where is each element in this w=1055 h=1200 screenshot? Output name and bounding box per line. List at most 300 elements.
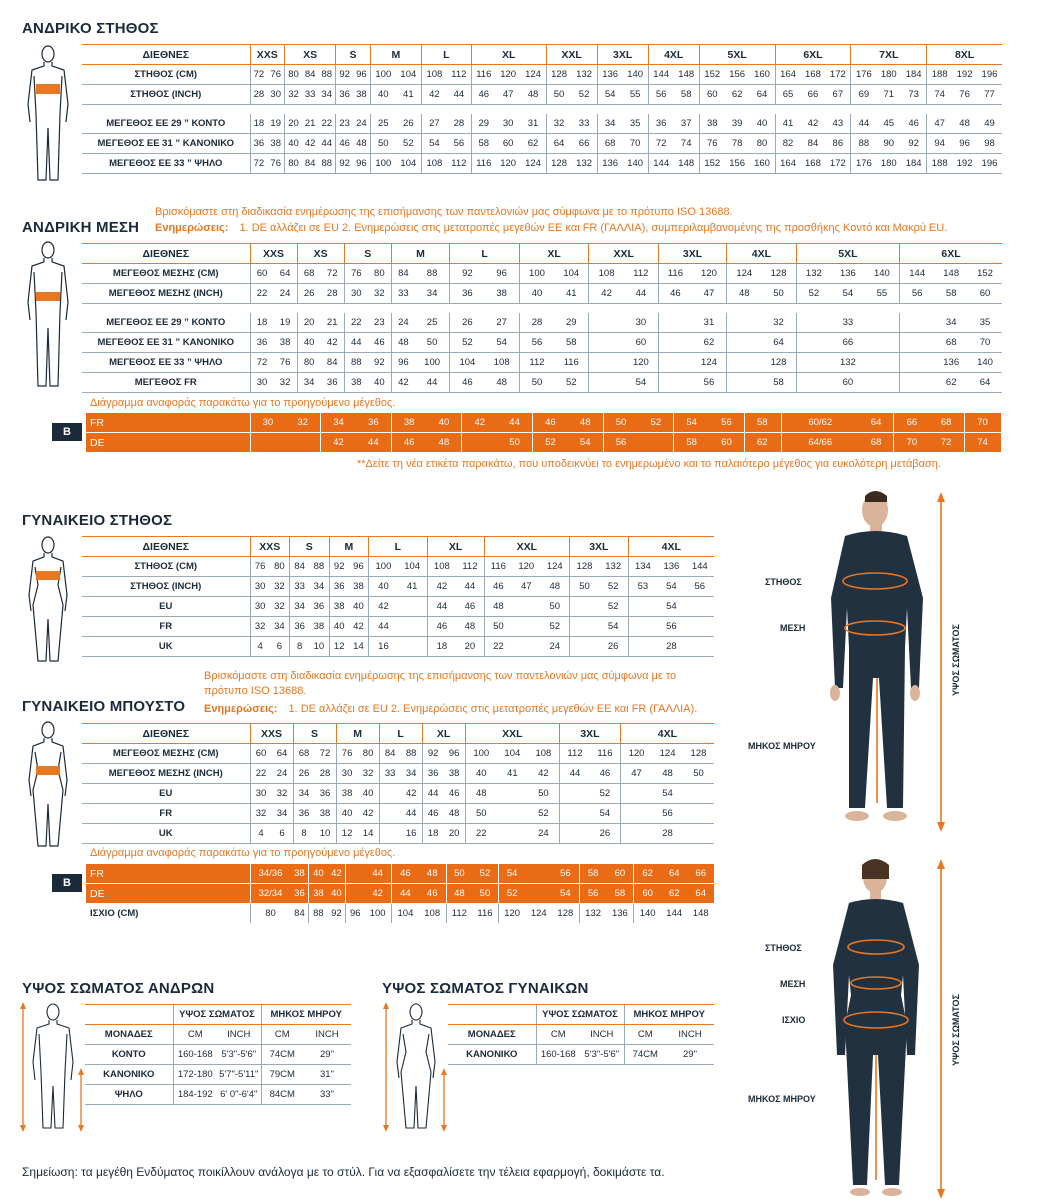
table-cell: 34 [415,284,450,304]
ref-cell: 72 [929,433,963,453]
table-cell: 80 [270,557,290,577]
table-cell: 47 [512,577,540,597]
ref-row-label: FR [86,413,250,433]
men-waist-footnote: **Δείτε τη νέα ετικέτα παρακάτω, που υποδεικνύει το ενημερωμένο και το παλαιότερο μέγεθος για ευκολότερη μετάβαση. [357,458,941,470]
female-photo-chest-label: ΣΤΗΘΟΣ [765,943,802,953]
table-cell: 52 [528,804,560,824]
gap-cell [82,304,1002,314]
ref-cell [285,433,320,453]
table-cell: 38 [444,764,466,784]
women-chest-title: ΓΥΝΑΙΚΕΙΟ ΣΤΗΘΟΣ [22,512,173,529]
table-cell: 22 [318,114,335,134]
size-header-label: ΔΙΕΘΝΕΣ [82,537,250,557]
table-cell [900,333,935,353]
table-cell: 64 [761,333,796,353]
hip-row [86,904,714,924]
size-header-cell: S [344,244,391,264]
table-cell: 42 [427,577,456,597]
table-cell: 104 [396,65,422,85]
table-cell [497,804,528,824]
size-header-cell: XXS [250,244,297,264]
ref-row-label: FR [86,864,250,884]
table-cell: 40 [370,85,396,105]
table-cell: 50 [465,804,497,824]
table-cell: 38 [353,85,370,105]
height-header-row [448,1005,714,1025]
height-units-row [448,1025,714,1045]
table-cell: 34 [318,85,335,105]
height-unit-cell: INCH [303,1025,351,1045]
table-cell: 65 [775,85,801,105]
table-cell: 30 [344,284,368,304]
size-header-cell: 3XL [597,45,648,65]
table-cell: 60 [968,284,1002,304]
table-cell [620,824,652,844]
table-cell: 34 [309,577,329,597]
size-header-cell: L [421,45,471,65]
table-cell: 152 [699,154,725,174]
table-cell: 50 [484,617,512,637]
hip-cell: 104 [392,904,419,924]
table-cell: 43 [825,114,851,134]
table-cell: 46 [484,577,512,597]
ref-cell: 46 [391,433,426,453]
ref-cell: 64 [661,864,687,884]
ref-cell: 36 [290,884,308,904]
table-row [82,114,1002,134]
table-cell: 34 [297,373,321,393]
table-cell: 86 [825,134,851,154]
table-cell: 77 [977,85,1002,105]
table-cell: 88 [401,744,423,764]
size-header-label: ΔΙΕΘΝΕΣ [82,724,250,744]
table-cell: 52 [450,333,485,353]
table-cell: 18 [422,824,444,844]
women-waist-title: ΓΥΝΑΙΚΕΙΟ ΜΠΟΥΣΤΟ [22,698,186,715]
table-cell: 32 [358,764,380,784]
height-cell: 31" [303,1065,351,1085]
size-header-cell: 6XL [900,244,1002,264]
table-cell: 41 [398,577,427,597]
table-cell: 48 [465,784,497,804]
table-cell: 58 [554,333,589,353]
hip-cell: 132 [579,904,606,924]
table-cell: 112 [447,65,471,85]
table-cell: 14 [349,637,369,657]
table-cell [398,617,427,637]
table-cell: 36 [336,85,353,105]
height-unit-cell: CM [261,1025,303,1045]
table-cell: 55 [865,284,900,304]
table-cell: 40 [465,764,497,784]
table-cell: 22 [250,284,274,304]
ref-cell: 38 [290,864,308,884]
table-cell [497,824,528,844]
table-cell: 71 [876,85,901,105]
table-cell: 100 [465,744,497,764]
table-cell: 36 [422,764,444,784]
table-cell: 48 [652,764,683,784]
height-cell: 6' 0"-6'4" [217,1085,261,1105]
table-cell: 58 [674,85,700,105]
table-cell: 104 [396,154,422,174]
table-cell: 46 [901,114,927,134]
height-row [85,1085,351,1105]
table-cell: 56 [648,85,674,105]
table-cell: 136 [831,264,865,284]
table-cell [497,784,528,804]
ref-cell: 34/36 [250,864,290,884]
table-cell: 132 [572,65,598,85]
men-chest-title: ΑΝΔΡΙΚΟ ΣΤΗΘΟΣ [22,20,159,37]
table-cell: 48 [391,333,415,353]
height-cell: 184-192 [173,1085,217,1105]
table-cell: 44 [456,577,484,597]
ref-cell: 56 [603,433,638,453]
table-cell: 140 [865,264,900,284]
table-cell: 30 [267,85,284,105]
size-header-cell: 6XL [775,45,851,65]
height-cell: 160-168 [173,1045,217,1065]
table-cell: 42 [528,764,560,784]
table-cell: 66 [572,134,598,154]
table-cell: 192 [952,154,977,174]
table-cell: 47 [692,284,727,304]
table-cell: 28 [657,637,685,657]
table-cell: 52 [554,373,589,393]
row-label: ΜΕΓΕΘΟΣ FR [82,373,250,393]
table-cell: 38 [349,577,369,597]
ref-cell: 58 [579,864,606,884]
table-cell [379,804,401,824]
row-label: ΜΕΓΕΘΟΣ ΕΕ 31 ” ΚΑΝΟΝΙΚΟ [82,134,250,154]
table-cell: 24 [528,824,560,844]
ref-row [86,884,714,904]
table-cell: 18 [250,313,274,333]
table-cell: 32 [270,577,290,597]
table-cell: 35 [623,114,649,134]
table-cell: 60 [250,744,272,764]
table-cell: 31 [692,313,727,333]
ref-cell: 58 [744,413,779,433]
table-cell: 100 [370,154,396,174]
table-cell: 46 [444,784,466,804]
table-cell: 44 [851,114,877,134]
table-cell [686,617,714,637]
table-cell: 41 [775,114,801,134]
table-cell: 196 [977,154,1002,174]
table-cell: 98 [977,134,1002,154]
ref-cell: 38 [391,413,426,433]
size-header-cell: XXS [250,724,293,744]
table-cell: 80 [358,744,380,764]
table-cell: 18 [250,114,267,134]
table-cell: 50 [683,764,714,784]
table-cell: 54 [652,784,683,804]
table-cell: 140 [623,154,649,174]
table-cell: 72 [250,353,274,373]
hip-cell: 88 [309,904,327,924]
ref-cell: 54 [552,884,579,904]
women-waist-updates-label: Ενημερώσεις: [204,703,278,715]
table-cell: 68 [597,134,623,154]
table-cell: 164 [775,154,801,174]
ref-cell [526,864,552,884]
table-cell [628,617,657,637]
table-cell: 68 [934,333,968,353]
height-group-header: ΥΨΟΣ ΣΩΜΑΤΟΣ [173,1005,261,1025]
women-height-table [448,1004,714,1065]
table-cell: 30 [496,114,521,134]
men-waist-updates-label: Ενημερώσεις: [155,222,229,234]
table-cell: 176 [851,65,877,85]
table-cell: 36 [321,373,345,393]
table-cell: 46 [336,134,353,154]
ref-cell: 60 [634,884,661,904]
height-row-label: ΚΑΝΟΝΙΚΟ [85,1065,173,1085]
table-cell: 20 [285,114,302,134]
female-photo-hip-label: ΙΣΧΙΟ [782,1015,806,1025]
size-header-cell: XXL [546,45,597,65]
table-cell: 32 [285,85,302,105]
table-cell: 140 [623,65,649,85]
women-chest-table [82,536,714,657]
table-cell: 76 [344,264,368,284]
table-cell [865,333,900,353]
table-cell: 55 [623,85,649,105]
ref-cell [250,433,285,453]
table-cell: 38 [344,373,368,393]
table-cell: 54 [590,804,620,824]
height-cell: 74CM [624,1045,666,1065]
table-cell: 128 [546,154,572,174]
table-cell: 28 [315,764,337,784]
table-cell: 56 [657,617,685,637]
table-cell: 136 [597,65,623,85]
table-cell: 128 [683,744,714,764]
table-cell: 128 [570,557,599,577]
table-cell: 124 [521,65,547,85]
female-photo-inseam-label: ΜΗΚΟΣ ΜΗΡΟΥ [748,1094,816,1104]
table-cell [512,617,540,637]
ref-cell: 68 [929,413,963,433]
table-cell: 22 [344,313,368,333]
size-header-cell: 4XL [648,45,699,65]
ref-cell [526,884,552,904]
table-cell: 50 [519,373,554,393]
table-cell: 44 [427,597,456,617]
ref-cell: 70 [965,413,1000,433]
table-cell: 54 [657,597,685,617]
table-cell: 20 [456,637,484,657]
table-cell [796,313,831,333]
table-cell [620,804,652,824]
table-cell: 96 [485,264,520,284]
hip-cell: 148 [692,908,709,919]
size-header-cell: 4XL [628,537,714,557]
table-cell: 54 [485,333,520,353]
table-cell: 54 [831,284,865,304]
table-cell: 40 [285,134,302,154]
male-photo-waist-label: ΜΕΣΗ [780,623,806,633]
row-label: ΜΕΓΕΘΟΣ ΜΕΣΗΣ (CM) [82,264,250,284]
table-cell: 30 [336,764,358,784]
table-cell: 40 [358,784,380,804]
table-cell: 58 [761,373,796,393]
size-header-row [82,724,714,744]
table-cell: 96 [391,353,415,373]
table-cell: 12 [329,637,349,657]
table-cell: 54 [599,617,628,637]
ref-cell: 48 [427,433,462,453]
hip-cell: 128 [557,908,574,919]
table-cell: 72 [648,134,674,154]
ref-cell: 46 [419,884,446,904]
table-cell [560,804,590,824]
table-cell: 50 [528,784,560,804]
table-cell: 116 [659,264,692,284]
hip-cell: 116 [477,908,493,919]
table-cell: 92 [336,154,353,174]
table-row [82,617,714,637]
table-row [82,597,714,617]
table-cell: 80 [285,154,302,174]
table-cell: 52 [572,85,598,105]
table-cell: 53 [628,577,657,597]
table-cell: 35 [968,313,1002,333]
table-cell [900,353,935,373]
table-cell: 160 [750,65,776,85]
table-cell: 56 [519,333,554,353]
table-cell: 50 [570,577,599,597]
table-cell: 34 [293,784,315,804]
table-cell: 76 [952,85,977,105]
ref-cell: 62 [661,884,687,904]
table-row [82,824,714,844]
ref-cell: 40 [427,413,462,433]
size-header-row [82,45,1002,65]
table-cell: 60 [624,333,659,353]
table-cell: 18 [427,637,456,657]
table-cell: 34 [290,597,310,617]
table-cell: 94 [927,134,953,154]
table-cell: 46 [422,804,444,824]
table-cell: 60 [831,373,865,393]
table-cell: 32 [272,784,294,804]
hip-cell: 84 [294,908,305,919]
table-cell: 92 [368,353,392,373]
table-cell [900,373,935,393]
table-cell: 78 [725,134,750,154]
table-cell: 172 [825,154,851,174]
table-cell: 46 [427,617,456,637]
table-cell: 196 [977,65,1002,85]
hip-row-label: ΙΣΧΙΟ (CM) [90,908,139,919]
table-cell: 33 [379,764,401,784]
size-header-cell: L [369,537,427,557]
table-cell: 40 [336,804,358,824]
table-cell: 27 [485,313,520,333]
table-cell: 108 [528,744,560,764]
table-cell: 124 [652,744,683,764]
table-cell: 48 [521,85,547,105]
table-cell [379,784,401,804]
table-cell: 168 [801,154,826,174]
table-cell: 120 [624,353,659,373]
height-group-header: ΜΗΚΟΣ ΜΗΡΟΥ [624,1005,714,1025]
table-cell: 36 [293,804,315,824]
size-header-cell: M [329,537,369,557]
men-waist-table [82,243,1002,393]
table-cell [865,373,900,393]
table-cell: 25 [415,313,450,333]
table-cell: 164 [775,65,801,85]
table-cell: 88 [309,557,329,577]
table-cell: 36 [315,784,337,804]
table-cell: 96 [353,154,370,174]
table-cell: 32 [250,804,272,824]
ref-cell: 50 [603,413,638,433]
table-cell: 96 [952,134,977,154]
table-cell: 108 [485,353,520,373]
table-cell: 39 [725,114,750,134]
table-row [82,637,714,657]
row-label: ΜΕΓΕΘΟΣ ΜΕΣΗΣ (CM) [82,744,250,764]
table-cell: 42 [401,784,423,804]
ref-cell: 66 [687,864,714,884]
table-cell: 72 [250,65,267,85]
table-cell: 29 [554,313,589,333]
ref-cell: 54 [498,864,525,884]
table-cell: 52 [599,597,628,617]
table-cell: 24 [274,284,298,304]
table-cell: 32 [250,617,270,637]
table-cell [796,333,831,353]
table-cell: 49 [977,114,1002,134]
table-cell [727,353,762,373]
ref-cell: 50 [497,433,532,453]
table-cell: 176 [851,154,877,174]
table-cell: 68 [297,264,321,284]
ref-cell: 58 [606,884,633,904]
ref-cell: 50 [446,864,472,884]
ref-cell: 52 [472,864,498,884]
table-cell: 25 [370,114,396,134]
table-cell: 12 [336,824,358,844]
height-units-row [85,1025,351,1045]
row-label: ΜΕΓΕΘΟΣ ΕΕ 29 ” ΚΟΝΤΟ [82,114,250,134]
ref-cell: 42 [321,433,356,453]
table-cell [512,597,540,617]
table-cell: 28 [519,313,554,333]
height-cell: 74CM [261,1045,303,1065]
hip-cell: 124 [530,908,547,919]
table-cell: 116 [484,557,512,577]
hip-cell: 92 [331,908,342,919]
table-cell: 120 [692,264,727,284]
table-cell: 50 [540,597,569,617]
table-cell: 108 [427,557,456,577]
table-cell: 84 [321,353,345,373]
ref-cell: 54 [568,433,603,453]
row-gap [82,105,1002,115]
table-cell: 40 [368,373,392,393]
table-cell [659,373,692,393]
ref-cell: 34 [321,413,356,433]
table-cell: 38 [329,597,349,617]
table-cell [570,637,599,657]
table-cell [589,353,624,373]
